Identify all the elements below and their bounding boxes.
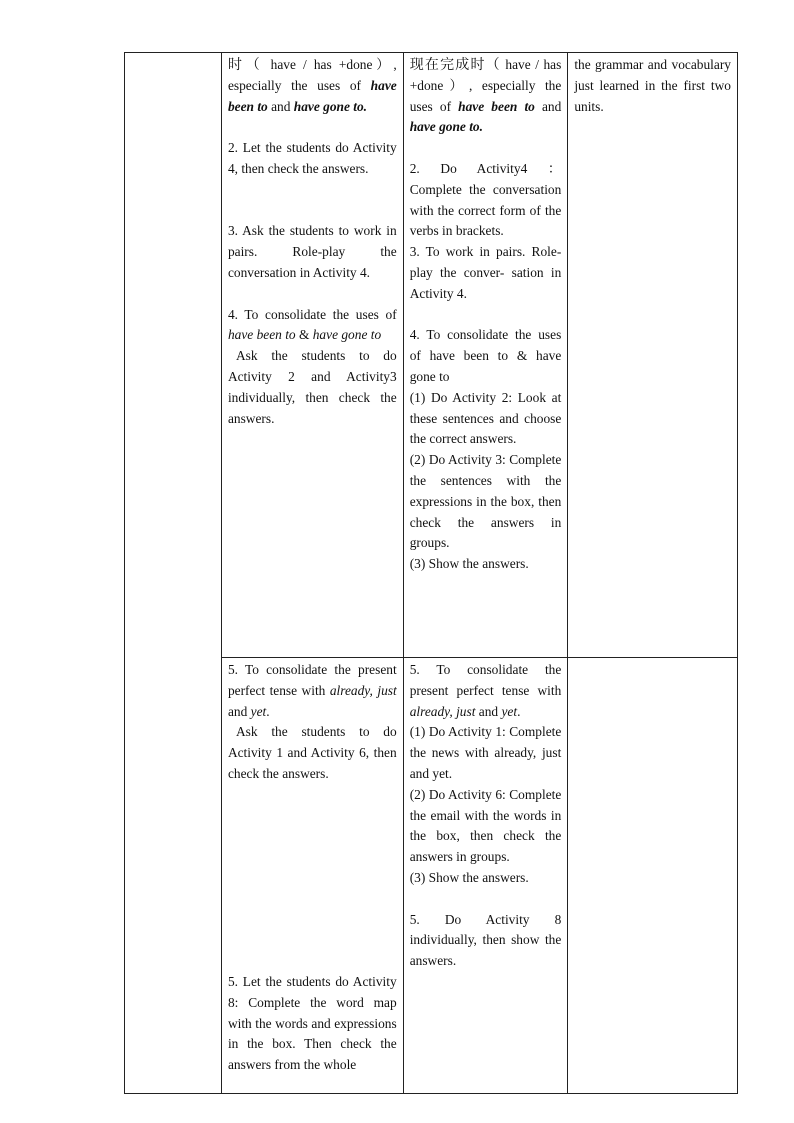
teacher-step-4-detail: Ask the students to do Activity 2 and Activity3 individually, then check the answers.	[227, 348, 397, 426]
teacher-step-5-detail: Ask the students to do Activity 1 and Activity 6, then check the answers.	[227, 724, 397, 781]
student-step-5-3: (3) Show the answers.	[409, 869, 529, 885]
student-step-4-3: (3) Show the answers.	[409, 556, 529, 572]
purpose-cell	[568, 658, 738, 1094]
student-step-5-2: (2) Do Activity 6: Complete the email with the words in the box, then check the answers in groups.	[409, 786, 562, 865]
student-activity-cell	[403, 658, 568, 1094]
stage-cell	[125, 53, 222, 1094]
student-step-4-1: (1) Do Activity 2: Look at these sentences and choose the correct answers.	[409, 389, 562, 447]
teacher-step-5: 5. To consolidate the present perfect tense with already, just and yet.	[227, 662, 397, 719]
student-intro: 现在完成时（ have / has +done）, especially the uses of have been to and have gone to.	[409, 57, 562, 135]
teacher-activity-cell	[221, 658, 403, 1094]
student-step-4: 4. To consolidate the uses of have been to & have gone to	[409, 327, 562, 384]
lesson-plan-table	[124, 52, 738, 1094]
student-activity-cell	[403, 53, 568, 658]
student-step-5-1: (1) Do Activity 1: Complete the news with already, just and yet.	[409, 724, 562, 781]
teacher-activity-cell	[221, 53, 403, 658]
student-step-2: 2. Do Activity4 ：Complete the conversation with the correct form of the verbs in brackets.	[409, 160, 562, 239]
purpose-text: the grammar and vocabulary just learned in the first two units.	[574, 57, 731, 114]
student-step-5: 5. To consolidate the present perfect tense with already, just and yet.	[409, 662, 562, 719]
teacher-step-3: 3. Ask the students to work in pairs. Role-play the conversation in Activity 4.	[227, 223, 397, 280]
student-step-3: 3. To work in pairs. Role-play the conver- sation in Activity 4.	[409, 244, 562, 301]
table-row	[125, 53, 738, 658]
teacher-step-6: 5. Let the students do Activity 8: Complete the word map with the words and expressions in the box. Then check the answers from the whole	[227, 973, 397, 1073]
student-step-6: 5. Do Activity 8 individually, then show the answers.	[409, 911, 562, 969]
teacher-step-2: 2. Let the students do Activity 4, then check the answers.	[227, 140, 397, 176]
student-step-4-2: (2) Do Activity 3: Complete the sentences with the expressions in the box, then check the answers in groups.	[409, 452, 562, 551]
teacher-step-4: 4. To consolidate the uses of have been to & have gone to	[227, 306, 397, 343]
teacher-intro: 时（ have / has +done）, especially the uses of have been to and have gone to.	[227, 57, 397, 114]
purpose-cell	[568, 53, 738, 658]
